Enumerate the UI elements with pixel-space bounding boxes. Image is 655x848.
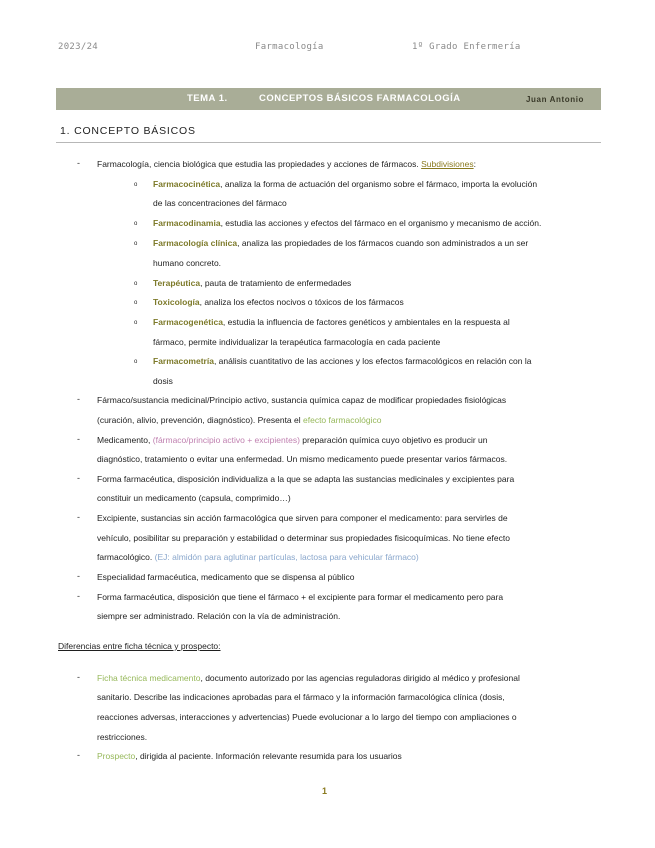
bullet-dash: - xyxy=(77,750,80,760)
bullet-circle: o xyxy=(134,320,138,326)
header-course: 1º Grado Enfermería xyxy=(412,42,521,52)
ficha-line1 xyxy=(97,672,520,684)
subdivisiones-link: Subdivisiones xyxy=(421,159,474,169)
subdivision-text: , analiza las propiedades de los fármacos cuando son administrados a un ser xyxy=(237,238,529,248)
title-banner xyxy=(56,88,601,110)
subdivision-item xyxy=(153,178,537,190)
excipiente-example: (EJ: almidón para aglutinar partículas, lactosa para vehicular fármaco) xyxy=(154,552,419,562)
subdivision-text: , estudia las acciones y efectos del fármaco en el organismo y mecanismo de acción. xyxy=(220,218,542,228)
excipiente-line3 xyxy=(97,551,419,563)
bullet-dash: - xyxy=(77,473,80,483)
bullet-dash: - xyxy=(77,158,80,168)
medicamento-line1 xyxy=(97,434,488,446)
medicamento-composition: (fármaco/principio activo + excipientes) xyxy=(152,435,300,445)
subdivision-item xyxy=(153,355,531,367)
medicamento-line2: diagnóstico, tratamiento o evitar una enfermedad. Un mismo medicamento puede presentar varios fármacos. xyxy=(97,454,508,464)
subdivision-text-cont: fármaco, permite individualizar la terapéutica farmacología en cada paciente xyxy=(153,337,441,347)
banner-title: CONCEPTOS BÁSICOS FARMACOLOGÍA xyxy=(259,93,461,104)
diferencias-title: Diferencias entre ficha técnica y prospecto: xyxy=(58,641,221,651)
subdivision-term: Terapéutica xyxy=(153,278,201,288)
excipiente-text: farmacológico. xyxy=(97,552,155,562)
ficha-line4: restricciones. xyxy=(97,732,148,742)
subdivision-text: , estudia la influencia de factores genéticos y ambientales en la respuesta al xyxy=(222,317,510,327)
subdivision-text: , análisis cuantitativo de las acciones y los efectos farmacológicos en relación con la xyxy=(213,356,532,366)
farmacologia-text: Farmacología, ciencia biológica que estudia las propiedades y acciones de fármacos. xyxy=(97,159,422,169)
forma2-line1: Forma farmacéutica, disposición que tiene el fármaco + el excipiente para formar el medicamento pero para xyxy=(97,592,504,602)
prospecto-text: , dirigida al paciente. Información relevante resumida para los usuarios xyxy=(135,751,402,761)
colon: : xyxy=(473,159,476,169)
ficha-line2: sanitario. Describe las indicaciones aprobadas para el fármaco y la información farmacológica clínica (dosis, xyxy=(97,692,505,702)
forma2-line2: siempre ser administrado. Relación con la vía de administración. xyxy=(97,611,341,621)
subdivision-term: Toxicología xyxy=(153,297,200,307)
bullet-circle: o xyxy=(134,300,138,306)
section-title: 1. CONCEPTO BÁSICOS xyxy=(60,125,196,137)
subdivision-text: , analiza la forma de actuación del organismo sobre el fármaco, importa la evolución xyxy=(220,179,538,189)
farmaco-line2 xyxy=(97,414,381,426)
bullet-dash: - xyxy=(77,512,80,522)
efecto-farmacologico: efecto farmacológico xyxy=(303,415,382,425)
page-number: 1 xyxy=(322,786,328,796)
ficha-line3: reacciones adversas, interacciones y advertencias) Puede evolucionar a lo largo del tiempo con ampliaciones o xyxy=(97,712,517,722)
prospecto-line xyxy=(97,750,402,762)
medicamento-text: preparación química cuyo objetivo es producir un xyxy=(299,435,488,445)
bullet-circle: o xyxy=(134,281,138,287)
banner-author: Juan Antonio xyxy=(526,95,585,104)
prospecto-term: Prospecto xyxy=(97,751,136,761)
farmacologia-line xyxy=(97,158,476,170)
subdivision-term: Farmacometría xyxy=(153,356,214,366)
subdivision-item xyxy=(153,217,541,229)
ficha-term: Ficha técnica medicamento xyxy=(97,673,201,683)
subdivision-text-cont: dosis xyxy=(153,376,173,386)
banner-tema: TEMA 1. xyxy=(187,93,228,104)
subdivision-item xyxy=(153,277,351,289)
farmaco-line1: Fármaco/sustancia medicinal/Principio activo, sustancia química capaz de modificar propiedades fisiológicas xyxy=(97,395,507,405)
subdivision-text: , pauta de tratamiento de enfermedades xyxy=(200,278,352,288)
bullet-circle: o xyxy=(134,221,138,227)
subdivision-term: Farmacodinamia xyxy=(153,218,221,228)
subdivision-item xyxy=(153,316,510,328)
excipiente-line2: vehículo, posibilitar su preparación y estabilidad o determinar sus propiedades fisicoquímicas. No tiene efecto xyxy=(97,533,510,543)
subdivision-text: , analiza los efectos nocivos o tóxicos de los fármacos xyxy=(199,297,404,307)
bullet-circle: o xyxy=(134,359,138,365)
bullet-dash: - xyxy=(77,591,80,601)
farmaco-text: (curación, alivio, prevención, diagnóstico). Presenta el xyxy=(97,415,303,425)
bullet-dash: - xyxy=(77,672,80,682)
ficha-text: , documento autorizado por las agencias reguladoras dirigido al médico y profesional xyxy=(200,673,520,683)
bullet-dash: - xyxy=(77,394,80,404)
header-year: 2023/24 xyxy=(58,42,99,52)
header-subject: Farmacología xyxy=(255,42,324,52)
subdivision-text-cont: humano concreto. xyxy=(153,258,222,268)
bullet-dash: - xyxy=(77,571,80,581)
subdivision-term: Farmacogenética xyxy=(153,317,223,327)
subdivision-term: Farmacocinética xyxy=(153,179,221,189)
subdivision-item xyxy=(153,237,528,249)
subdivision-item xyxy=(153,296,404,308)
medicamento-term: Medicamento, xyxy=(97,435,153,445)
forma1-line1: Forma farmacéutica, disposición individualiza a la que se adapta las sustancias medicinales y excipientes para xyxy=(97,474,515,484)
subdivision-term: Farmacología clínica xyxy=(153,238,238,248)
page-header xyxy=(0,42,655,56)
excipiente-line1: Excipiente, sustancias sin acción farmacológica que sirven para componer el medicamento: para servirles de xyxy=(97,513,508,523)
forma1-line2: constituir un medicamento (capsula, comprimido…) xyxy=(97,493,291,503)
especialidad-line: Especialidad farmacéutica, medicamento que se dispensa al público xyxy=(97,572,355,582)
bullet-circle: o xyxy=(134,241,138,247)
bullet-dash: - xyxy=(77,434,80,444)
bullet-circle: o xyxy=(134,182,138,188)
section-heading xyxy=(56,117,601,143)
subdivision-text-cont: de las concentraciones del fármaco xyxy=(153,198,287,208)
